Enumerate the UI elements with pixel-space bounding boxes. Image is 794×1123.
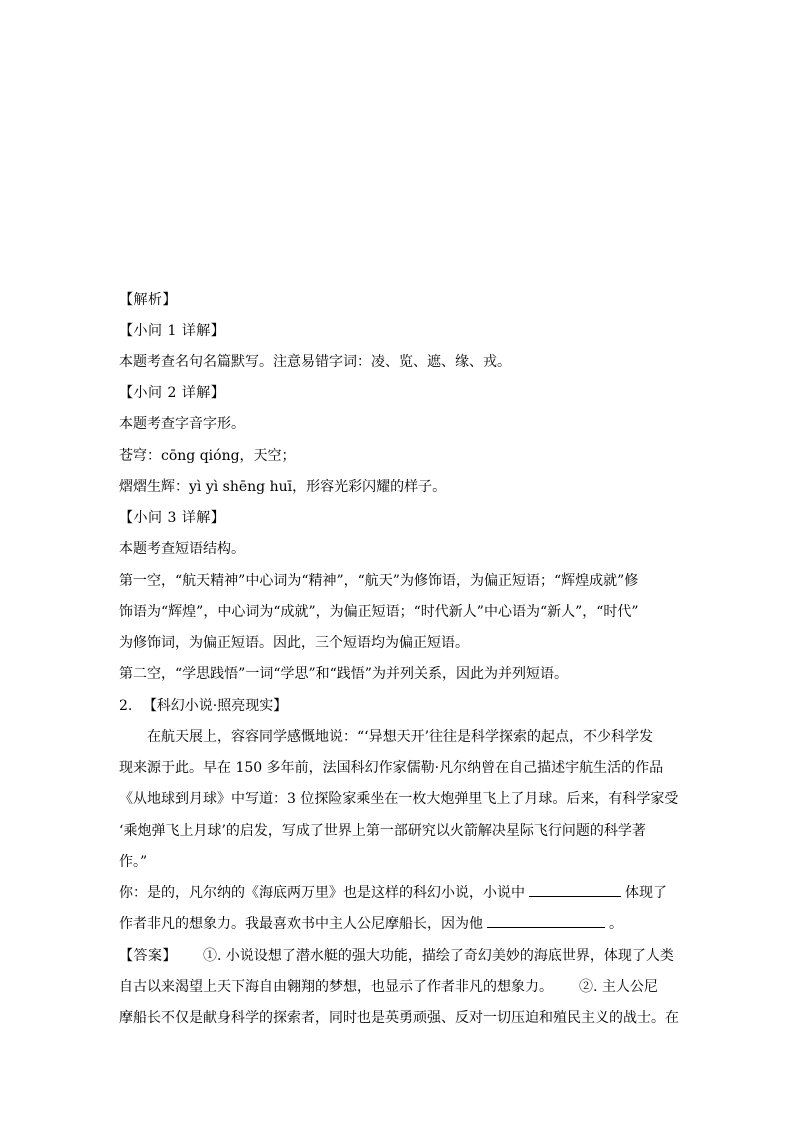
answer-line-1 [119,947,679,965]
answer-blank-1[interactable] [529,884,621,897]
fill-line-1-tail: 体现了 [625,885,667,901]
passage-line-1: 在航天展上，容容同学感慨地说：“‘异想天开’往往是科学探索的起点，不少科学发 [147,729,654,745]
q2-item-1: 苍穹：cōng qióng，天空； [119,448,296,464]
question-number: 2. [119,698,133,714]
fill-line-2-text: 作者非凡的想象力。我最喜欢书中主人公尼摩船长，因为他 [119,916,483,932]
q3-line-1: 第一空，“航天精神”中心词为“精神”，“航天”为修饰语，为偏正短语；“辉煌成就”修 [119,573,639,589]
q1-heading: 【小问 1 详解】 [119,323,226,339]
answer-label: 【答案】 [119,948,177,964]
answer-line-3: 摩船长不仅是献身科学的探索者，同时也是英勇顽强、反对一切压迫和殖民主义的战士。在 [119,1010,679,1026]
question-2-title-line [119,697,679,715]
q2-heading: 【小问 2 详解】 [119,385,226,401]
answer-blank-2[interactable] [487,915,605,928]
q3-line-4: 第二空，“学思践悟”一词“学思”和“践悟”为并列关系，因此为并列短语。 [119,666,568,682]
question-title: 【科幻小说·照亮现实】 [142,698,288,714]
q3-line-2: 饰语为“辉煌”，中心词为“成就”，为偏正短语；“时代新人”中心语为“新人”，“时代” [119,604,639,620]
passage-line-5: 作。” [119,854,148,870]
q1-text: 本题考查名句名篇默写。注意易错字词：凌、览、遮、缘、戎。 [119,354,511,370]
q3-text: 本题考查短语结构。 [119,541,245,557]
answer-line-2-text: 自古以来渴望上天下海自由翱翔的梦想，也显示了作者非凡的想象力。 [119,979,553,995]
passage-line-4: ‘乘炮弹飞上月球’的启发，写成了世界上第一部研究以火箭解决星际飞行问题的科学著 [119,823,646,839]
q2-item-2: 熠熠生辉：yì yì shēng huī，形容光彩闪耀的样子。 [119,479,447,495]
passage-line-2: 现来源于此。早在 150 多年前，法国科幻作家儒勒·凡尔纳曾在自己描述宇航生活的作品 [119,760,664,776]
fill-line-2 [119,915,679,933]
answer-line-1-text: ①. 小说设想了潜水艇的强大功能，描绘了奇幻美妙的海底世界，体现了人类 [203,948,674,964]
fill-line-1 [119,884,679,902]
fill-line-2-tail: 。 [609,916,623,932]
answer-line-2-tail: ②. 主人公尼 [579,979,658,995]
passage-line-3: 《从地球到月球》中写道：3 位探险家乘坐在一枚大炮弹里飞上了月球。后来，有科学家受 [119,791,679,807]
q3-line-3: 为修饰词，为偏正短语。因此，三个短语均为偏正短语。 [119,635,469,651]
q3-heading: 【小问 3 详解】 [119,510,226,526]
fill-line-1-text: 你：是的，凡尔纳的《海底两万里》也是这样的科幻小说，小说中 [119,885,525,901]
analysis-heading: 【解析】 [119,292,177,308]
q2-text: 本题考查字音字形。 [119,416,245,432]
answer-line-2 [119,978,679,996]
